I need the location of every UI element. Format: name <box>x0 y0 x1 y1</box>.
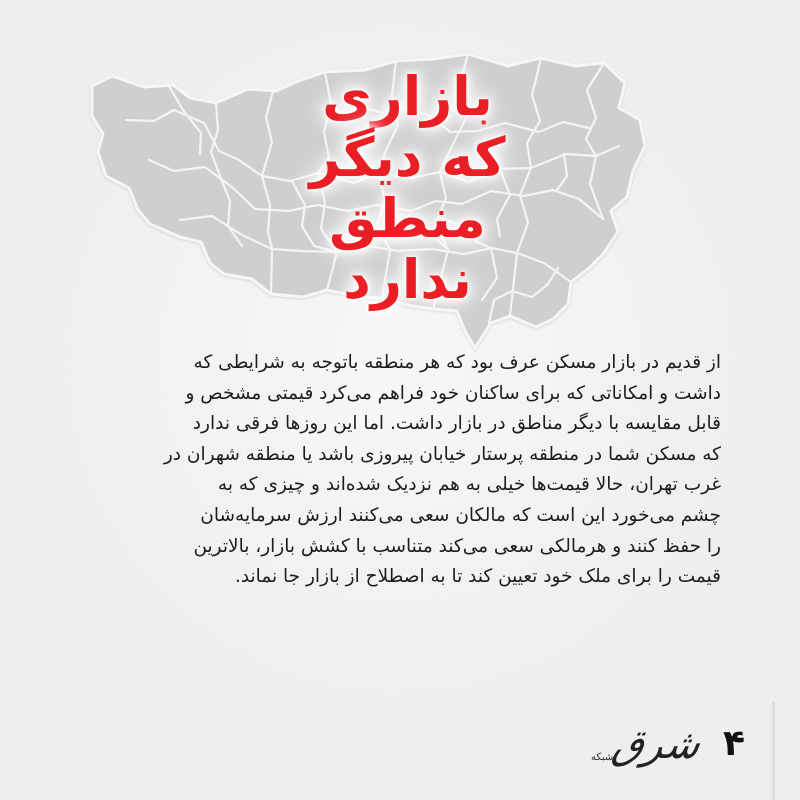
body-line-3: قابل مقایسه با دیگر مناطق در بازار داشت. اما این روزها فرقی ندارد <box>192 413 721 435</box>
page-number: ۴ <box>723 723 745 764</box>
headline-line-3: منطق <box>329 187 486 250</box>
headline-line-4: ندارد <box>343 248 472 311</box>
body-line-2: داشت و امکاناتی که برای ساکنان خود فراهم می‌کرد قیمتی مشخص و <box>185 382 721 404</box>
body-line-1: از قدیم در بازار مسکن عرف بود که هر منطقه باتوجه به شرایطی که <box>193 352 721 373</box>
body-line-7: را حفظ کنند و هرمالکی سعی می‌کند متناسب با کشش بازار، بالاترین <box>193 535 721 557</box>
body-line-4: که مسکن شما در منطقه پرستار خیابان پیروزی باشد یا منطقه شهران در <box>163 443 721 465</box>
body-line-8: قیمت را برای ملک خود تعیین کند تا به اصطلاح از بازار جا نماند. <box>234 566 721 588</box>
headline-line-2: که دیگر <box>309 126 506 189</box>
footer-divider <box>772 702 775 800</box>
body-line-6: چشم می‌خورد این است که مالکان سعی می‌کنند ارزش سرمایه‌شان <box>200 504 721 526</box>
body-line-5: غرب تهران، حالا قیمت‌ها خیلی به هم نزدیک شده‌اند و چیزی که به <box>217 474 721 496</box>
shargh-logo <box>588 721 705 771</box>
brand-prefix: شبکه <box>591 752 614 763</box>
brand-name: شرق <box>609 722 705 768</box>
article-body <box>79 348 721 593</box>
headline-line-1: بازاری <box>322 65 493 128</box>
headline <box>300 66 515 310</box>
